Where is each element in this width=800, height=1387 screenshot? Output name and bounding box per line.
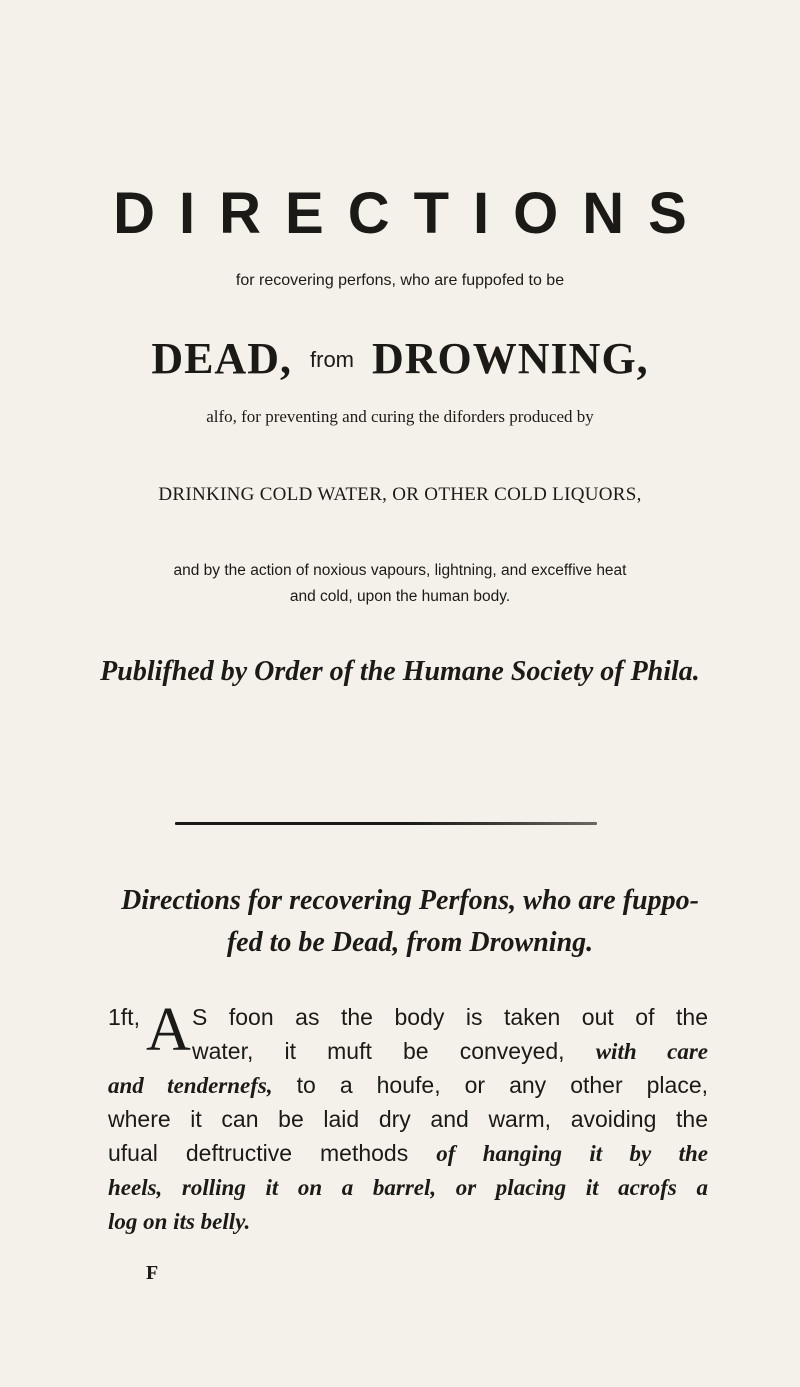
paragraph-line-5 [108,1136,708,1171]
publisher-line: Publifhed by Order of the Humane Society of Phila. [100,656,700,687]
from-word: from [310,347,354,372]
subtitle-line-1: for recovering perfons, who are fuppofed to be [235,272,565,289]
action-line-2: and cold, upon the human body. [289,588,511,605]
noxious-vapours-paragraph [0,558,800,610]
paragraph-line-2 [192,1034,708,1069]
dead-word: DEAD, [151,334,292,383]
catchword: F [146,1262,159,1284]
paragraph-line-4: where it can be laid dry and warm, avoiding the [108,1106,708,1132]
section-heading [110,880,710,964]
drop-cap: A [146,996,191,1064]
paragraph-line-1: S foon as the body is taken out of the [192,1004,708,1030]
paragraph-line-5-italic: of hanging it by the [436,1141,709,1166]
paragraph-marker: 1ft, [108,1004,140,1030]
document-title: DIRECTIONS [113,181,711,246]
action-line-1: and by the action of noxious vapours, lightning, and exceffive heat [173,562,627,579]
paragraph-line-3 [108,1068,708,1103]
paragraph-line-2-plain: water, it muft be conveyed, [192,1038,565,1064]
paragraph-line-7-italic: log on its belly. [108,1209,251,1234]
paragraph-line-5-plain: ufual deftructive methods [108,1140,409,1166]
cold-liquors-line: DRINKING COLD WATER, OR OTHER COLD LIQUORS, [158,484,642,505]
paragraph-line-2-italic: with care [595,1039,708,1064]
section-heading-line-1: Directions for recovering Perfons, who are fuppo- [121,885,699,916]
section-heading-line-2: fed to be Dead, from Drowning. [226,927,594,958]
horizontal-rule [175,822,597,825]
paragraph-line-6-italic: heels, rolling it on a barrel, or placing it acrofs a [108,1175,708,1200]
paragraph-line-7 [108,1204,708,1239]
paragraph-line-3-plain: to a houfe, or any other place, [296,1072,709,1098]
drowning-word: DROWNING, [372,334,649,383]
paragraph-line-6 [108,1170,708,1205]
paragraph-line-3-italic: and tendernefs, [108,1073,273,1098]
subtitle-line-2: alfo, for preventing and curing the diforders produced by [206,407,594,426]
dead-from-drowning-heading [0,333,800,384]
